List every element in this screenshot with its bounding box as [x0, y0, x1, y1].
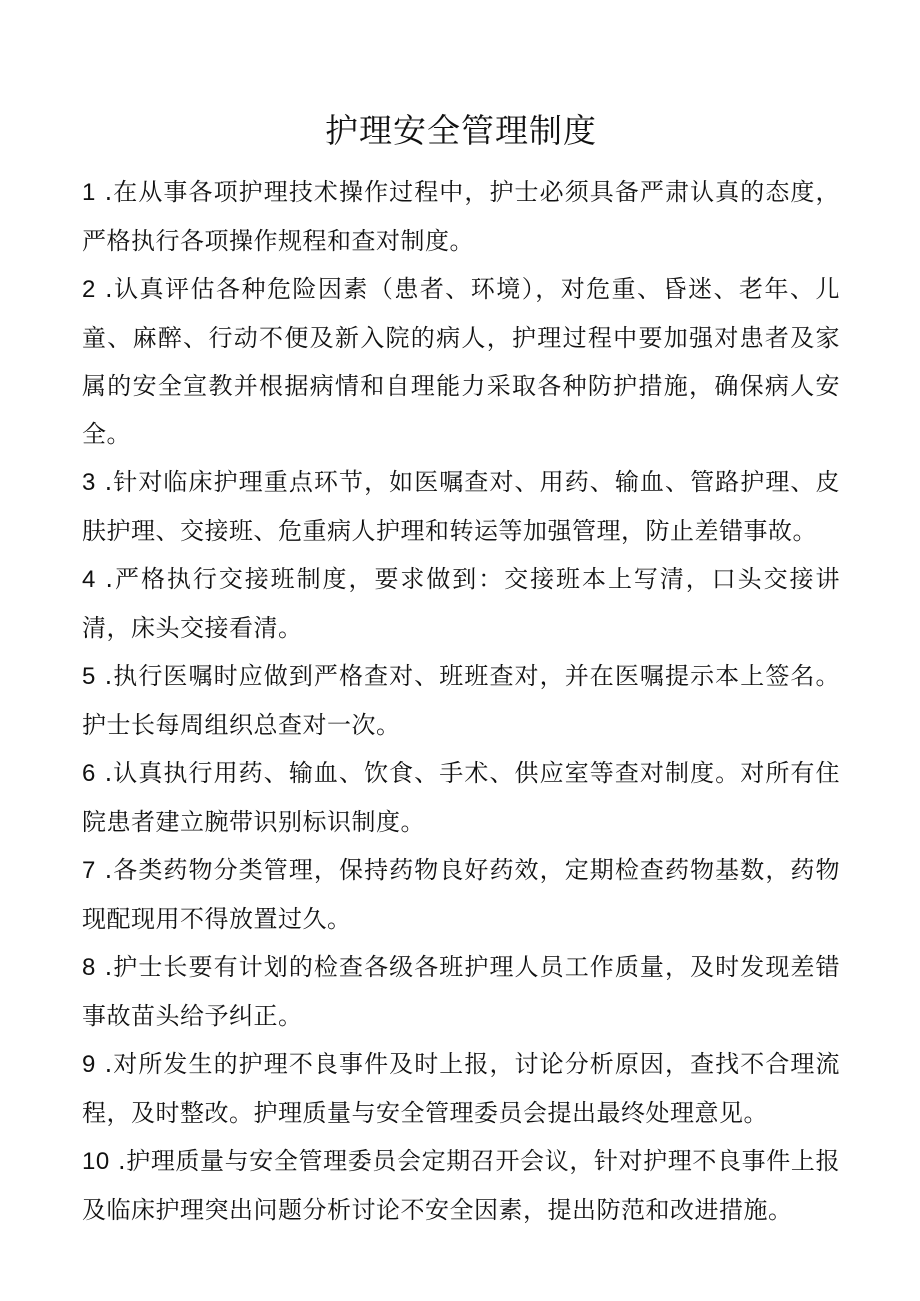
- item-number: 3: [82, 469, 96, 496]
- list-item: [82, 943, 840, 1040]
- item-text: .对所发生的护理不良事件及时上报，讨论分析原因，查找不合理流程，及时整改。护理质量与安全管理委员会提出最终处理意见。: [82, 1050, 840, 1127]
- list-item: [82, 846, 840, 943]
- item-text: .针对临床护理重点环节，如医嘱查对、用药、输血、管路护理、皮肤护理、交接班、危重病人护理和转运等加强管理，防止差错事故。: [82, 468, 840, 545]
- list-item: [82, 265, 840, 458]
- item-text: .认真执行用药、输血、饮食、手术、供应室等查对制度。对所有住院患者建立腕带识别标识制度。: [82, 759, 840, 836]
- item-number: 8: [82, 954, 96, 981]
- item-number: 7: [82, 857, 96, 884]
- item-text: .护理质量与安全管理委员会定期召开会议，针对护理不良事件上报及临床护理突出问题分析讨论不安全因素，提出防范和改进措施。: [82, 1147, 840, 1224]
- item-text: .认真评估各种危险因素（患者、环境），对危重、昏迷、老年、儿童、麻醉、行动不便及新入院的病人，护理过程中要加强对患者及家属的安全宣教并根据病情和自理能力采取各种防护措施，确保病人安全。: [82, 275, 840, 448]
- item-number: 5: [82, 663, 96, 690]
- item-number: 9: [82, 1051, 96, 1078]
- item-number: 1: [82, 179, 96, 206]
- list-item: [82, 749, 840, 846]
- item-text: .严格执行交接班制度，要求做到：交接班本上写清，口头交接讲清，床头交接看清。: [82, 565, 840, 642]
- item-text: .护士长要有计划的检查各级各班护理人员工作质量，及时发现差错事故苗头给予纠正。: [82, 953, 840, 1030]
- list-item: [82, 555, 840, 652]
- list-item: [82, 458, 840, 555]
- list-item: [82, 1040, 840, 1137]
- document-title: 护理安全管理制度: [325, 111, 597, 150]
- item-text: .各类药物分类管理，保持药物良好药效，定期检查药物基数，药物现配现用不得放置过久。: [82, 856, 840, 933]
- item-number: 6: [82, 760, 96, 787]
- list-item: [82, 168, 840, 265]
- item-number: 4: [82, 566, 96, 593]
- item-text: .执行医嘱时应做到严格查对、班班查对，并在医嘱提示本上签名。护士长每周组织总查对一次。: [82, 662, 840, 739]
- item-number: 10: [82, 1148, 110, 1175]
- item-text: .在从事各项护理技术操作过程中，护士必须具备严肃认真的态度，严格执行各项操作规程和查对制度。: [82, 178, 840, 255]
- list-item: [82, 1137, 840, 1234]
- item-number: 2: [82, 276, 96, 303]
- list-item: [82, 652, 840, 749]
